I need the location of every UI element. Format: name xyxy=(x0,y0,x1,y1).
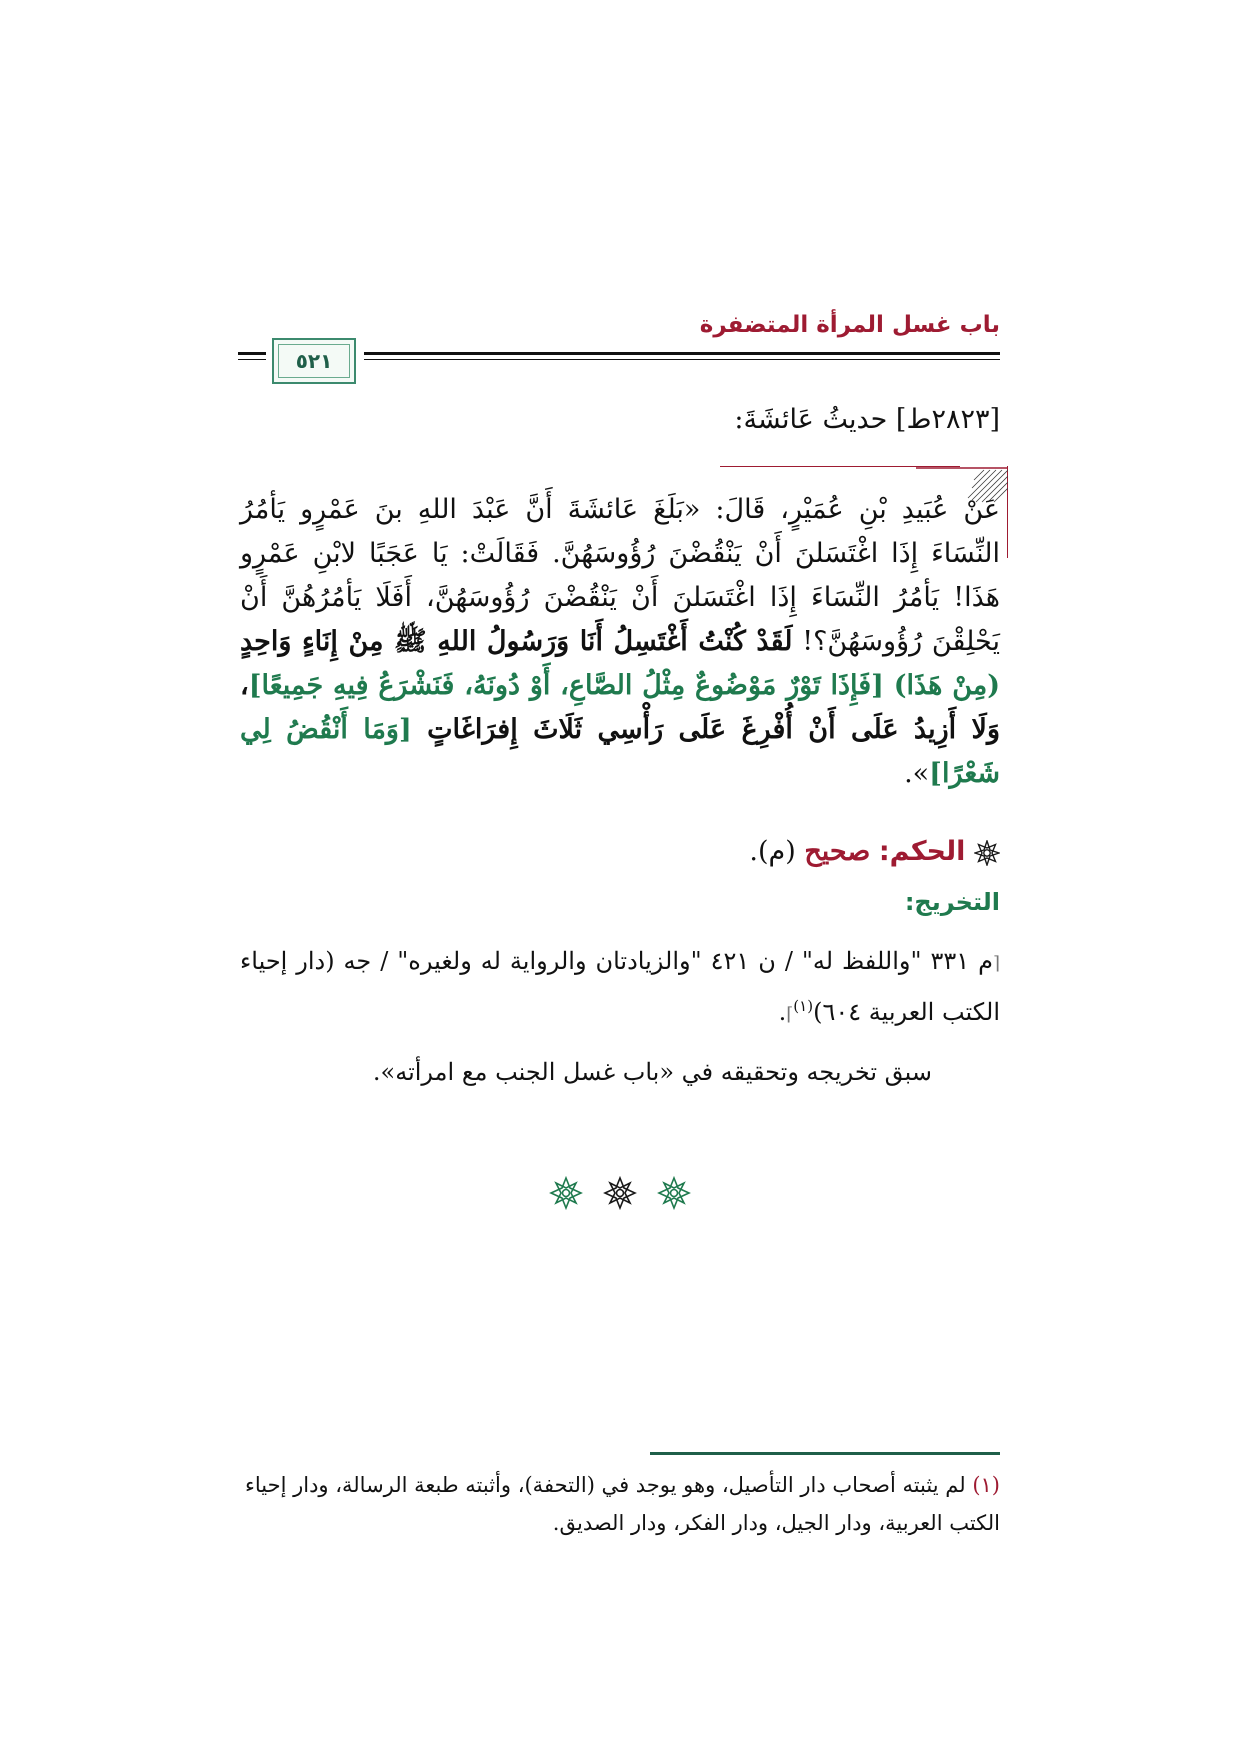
hadith-text xyxy=(240,488,1000,796)
ruling-source: (م). xyxy=(749,836,796,867)
takhrij-title: التخريج: xyxy=(904,888,1000,916)
hadith-segment-6: ». xyxy=(904,758,930,789)
hadith-segment-1: عَنْ عُبَيدِ بْنِ عُمَيْرٍ، قَالَ: «بَلَغَ عَائشَةَ أَنَّ عَبْدَ اللهِ بنَ عَمْرٍو يَأمُرُ النِّسَاءَ إِذَا اغْتَسَلنَ أَنْ يَنْقُضْنَ رُؤُوسَهُنَّ. فَقَالَتْ: يَا عَجَبًا لابْنِ عَمْرٍو هَذَا! يَأمُرُ النِّسَاءَ إِذَا اغْتَسَلنَ أَنْ يَنْقُضْنَ رُؤُوسَهُنَّ، أَفَلَا يَأمُرُهُنَّ أَنْ يَحْلِقْنَ رُؤُوسَهُنَّ؟! xyxy=(240,494,1000,657)
header-rule-left-thin xyxy=(238,359,266,360)
rosette-icon xyxy=(974,840,1000,866)
header-rule-right-thin xyxy=(364,359,1000,360)
bracket-open-icon: ⌈ xyxy=(992,953,1000,974)
ruling-label: الحكم: xyxy=(878,836,966,867)
hadith-top-rule xyxy=(720,466,960,467)
ruling-value: صحيح xyxy=(804,836,871,867)
header-rule-left xyxy=(238,352,266,355)
page-number: ٥٢١ xyxy=(278,344,350,378)
page-number-badge xyxy=(272,338,356,384)
footnote-ref[interactable]: (١) xyxy=(793,997,814,1015)
ruling-line xyxy=(749,836,1000,867)
running-title: باب غسل المرأة المتضفرة xyxy=(699,312,1000,338)
hadith-heading: [٢٨٢٣ط] حديثُ عَائشَةَ: xyxy=(734,404,1000,435)
header-rule-right xyxy=(364,352,1000,355)
section-divider-ornament-icon xyxy=(540,1176,700,1210)
takhrij-note: سبق تخريجه وتحقيقه في «باب غسل الجنب مع امرأته». xyxy=(372,1058,932,1086)
takhrij-body: م ٣٣١ "واللفظ له" / ن ٤٢١ "والزيادتان والرواية له ولغيره" / جه (دار إحياء الكتب العربية ٦٠٤) xyxy=(240,947,1000,1026)
footnote-number: (١) xyxy=(972,1473,1000,1497)
hadith-segment-4: ، وَلَا أَزِيدُ عَلَى أَنْ أُفْرِغَ عَلَى رَأْسِي ثَلَاثَ إِفرَاغَاتٍ xyxy=(240,670,1000,745)
footnote-rule xyxy=(650,1452,1000,1455)
footnote-text: لم يثبته أصحاب دار التأصيل، وهو يوجد في (التحفة)، وأثبته طبعة الرسالة، ودار إحياء الكتب العربية، ودار الجيل، ودار الفكر، ودار الصديق. xyxy=(245,1473,1000,1535)
bracket-close-icon: ⌉ xyxy=(786,1004,794,1025)
hadith-segment-3: (مِنْ هَذَا) [فَإِذَا تَوْرٌ مَوْضُوعٌ مِثْلُ الصَّاعِ، أَوْ دُونَهُ، فَنَشْرَعُ فِيهِ جَمِيعًا] xyxy=(248,670,1000,701)
footnote xyxy=(240,1466,1000,1542)
takhrij-text: ⌈م ٣٣١ "واللفظ له" / ن ٤٢١ "والزيادتان والرواية له ولغيره" / جه (دار إحياء الكتب العربية ٦٠٤)$^{(١)}$⌉. xyxy=(240,947,1000,1026)
hadith-segment-2: لَقَدْ كُنْتُ أَغْتَسِلُ أَنَا وَرَسُولُ اللهِ ﷺ مِنْ إِنَاءٍ وَاحِدٍ xyxy=(240,626,793,657)
hadith-segment-5: [وَمَا أَنْقُضُ لِي شَعْرًا] xyxy=(240,714,1000,789)
